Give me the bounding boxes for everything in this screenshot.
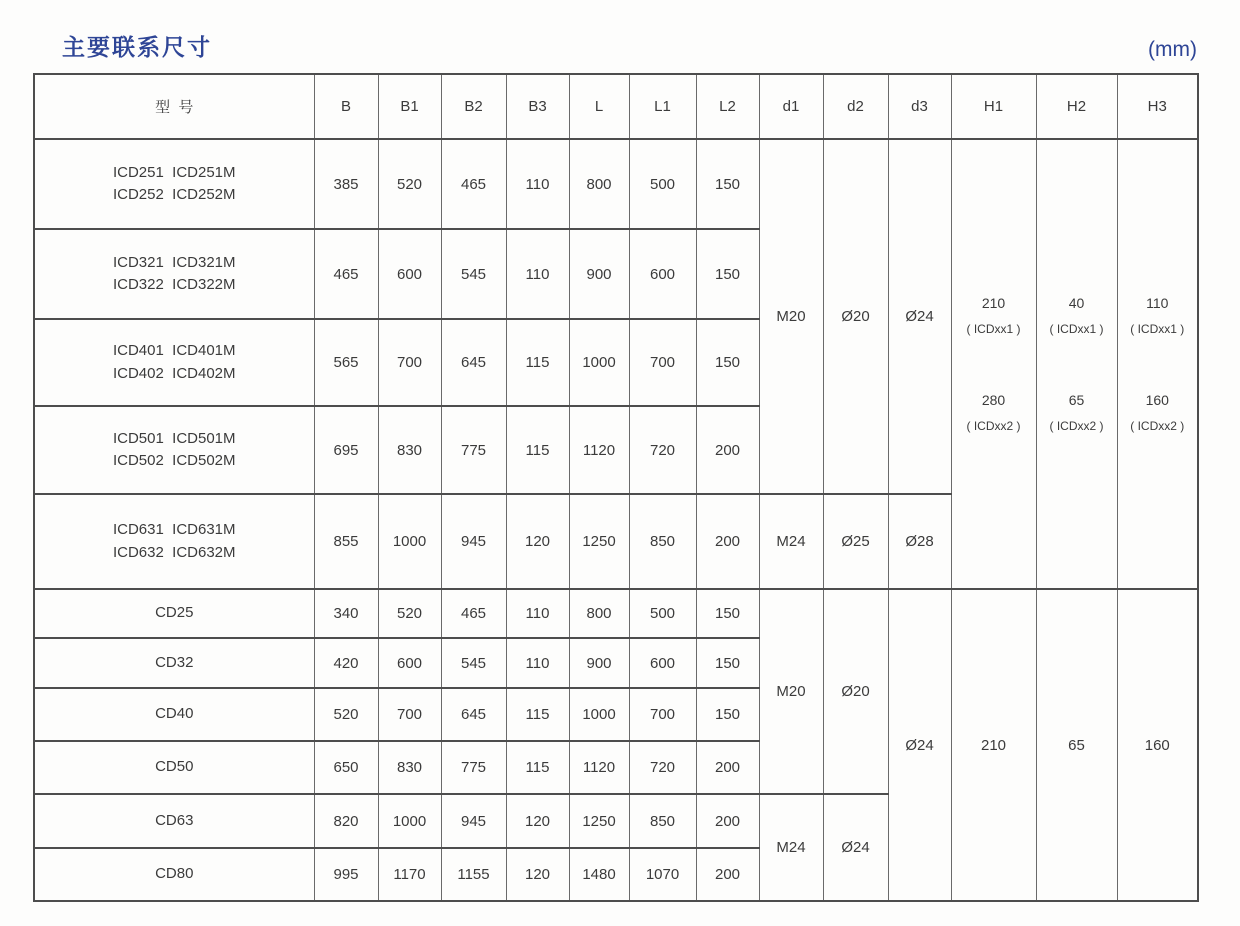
dim-cell: 1250: [569, 794, 629, 848]
dim-cell: 1070: [629, 848, 696, 901]
model-cell: ICD501 ICD501M ICD502 ICD502M: [34, 406, 314, 494]
dim-cell: 200: [696, 794, 759, 848]
header-h2: H2: [1036, 74, 1117, 139]
header-h3: H3: [1117, 74, 1198, 139]
d3-cell-icd-group1: Ø24: [888, 139, 951, 494]
dim-cell: 115: [506, 319, 569, 406]
h2-value-1: 40: [1068, 295, 1085, 311]
header-b: B: [314, 74, 378, 139]
dim-cell: 600: [629, 229, 696, 319]
dim-cell: 200: [696, 406, 759, 494]
header-d3: d3: [888, 74, 951, 139]
dim-cell: 565: [314, 319, 378, 406]
h2-cell-icd: [1036, 139, 1117, 589]
dim-cell: 545: [441, 229, 506, 319]
d1-cell-icd-group2: M24: [759, 494, 823, 589]
dim-cell: 110: [506, 638, 569, 688]
d2-cell-icd-group2: Ø25: [823, 494, 888, 589]
header-b3: B3: [506, 74, 569, 139]
header-b1: B1: [378, 74, 441, 139]
model-cell: CD63: [34, 794, 314, 848]
h3-value-1: 110: [1146, 295, 1169, 311]
dim-cell: 115: [506, 741, 569, 794]
dim-cell: 700: [378, 688, 441, 741]
h1-value-1: 210: [981, 295, 1006, 311]
model-cell: ICD251 ICD251M ICD252 ICD252M: [34, 139, 314, 229]
h1-value-2: 280: [981, 392, 1006, 408]
h3-note-2: ( ICDxx2 ): [1130, 419, 1185, 433]
dim-cell: 150: [696, 229, 759, 319]
h3-cell-cd: 160: [1117, 589, 1198, 901]
model-cell: CD40: [34, 688, 314, 741]
dim-cell: 1155: [441, 848, 506, 901]
h3-group2: [1130, 393, 1184, 432]
dim-cell: 115: [506, 406, 569, 494]
header-l: L: [569, 74, 629, 139]
dim-cell: 800: [569, 589, 629, 638]
dim-cell: 110: [506, 139, 569, 229]
d2-cell-icd-group1: Ø20: [823, 139, 888, 494]
header-d2: d2: [823, 74, 888, 139]
dim-cell: 645: [441, 319, 506, 406]
dim-cell: 600: [629, 638, 696, 688]
header-b2: B2: [441, 74, 506, 139]
dim-cell: 600: [378, 638, 441, 688]
dim-cell: 775: [441, 406, 506, 494]
d3-cell-icd-group2: Ø28: [888, 494, 951, 589]
dim-cell: 115: [506, 688, 569, 741]
table-header-row: [34, 74, 1198, 139]
dim-cell: 850: [629, 494, 696, 589]
dim-cell: 200: [696, 741, 759, 794]
h1-cell-cd: 210: [951, 589, 1036, 901]
dim-cell: 855: [314, 494, 378, 589]
dim-cell: 465: [441, 139, 506, 229]
dim-cell: 110: [506, 589, 569, 638]
model-cell: ICD631 ICD631M ICD632 ICD632M: [34, 494, 314, 589]
page-title: 主要联系尺寸: [62, 34, 212, 60]
dim-cell: 150: [696, 319, 759, 406]
model-cell: CD32: [34, 638, 314, 688]
h1-cell-icd: [951, 139, 1036, 589]
dim-cell: 645: [441, 688, 506, 741]
dimensions-table: [33, 73, 1199, 902]
dim-cell: 1000: [569, 319, 629, 406]
h3-cell-icd: [1117, 139, 1198, 589]
dim-cell: 200: [696, 494, 759, 589]
h3-group1: [1130, 296, 1184, 335]
h1-values: [952, 296, 1036, 432]
dim-cell: 945: [441, 794, 506, 848]
dim-cell: 1120: [569, 741, 629, 794]
unit-label: (mm): [1148, 38, 1197, 61]
dim-cell: 820: [314, 794, 378, 848]
dim-cell: 465: [441, 589, 506, 638]
h1-note-1: ( ICDxx1 ): [966, 322, 1021, 336]
h3-note-1: ( ICDxx1 ): [1130, 322, 1185, 336]
h1-group2: [967, 393, 1021, 432]
d1-cell-cd-group1: M20: [759, 589, 823, 794]
h3-values: [1118, 296, 1198, 432]
h2-cell-cd: 65: [1036, 589, 1117, 901]
dim-cell: 695: [314, 406, 378, 494]
h2-note-1: ( ICDxx1 ): [1049, 322, 1104, 336]
model-cell: ICD401 ICD401M ICD402 ICD402M: [34, 319, 314, 406]
header-d1: d1: [759, 74, 823, 139]
dim-cell: 700: [629, 319, 696, 406]
h2-group2: [1050, 393, 1104, 432]
title-bar: [33, 22, 1197, 62]
h1-group1: [967, 296, 1021, 335]
dim-cell: 945: [441, 494, 506, 589]
dim-cell: 150: [696, 589, 759, 638]
dim-cell: 385: [314, 139, 378, 229]
dim-cell: 720: [629, 741, 696, 794]
table-row-cd25: [34, 589, 1198, 638]
dim-cell: 340: [314, 589, 378, 638]
h2-value-2: 65: [1068, 392, 1085, 408]
d1-cell-cd-group2: M24: [759, 794, 823, 901]
dim-cell: 995: [314, 848, 378, 901]
dim-cell: 150: [696, 139, 759, 229]
d2-cell-cd-group2: Ø24: [823, 794, 888, 901]
dim-cell: 1250: [569, 494, 629, 589]
model-cell: CD80: [34, 848, 314, 901]
d1-cell-icd-group1: M20: [759, 139, 823, 494]
dim-cell: 800: [569, 139, 629, 229]
dim-cell: 1000: [378, 794, 441, 848]
dim-cell: 110: [506, 229, 569, 319]
dim-cell: 545: [441, 638, 506, 688]
dim-cell: 1120: [569, 406, 629, 494]
dim-cell: 1000: [569, 688, 629, 741]
dim-cell: 1000: [378, 494, 441, 589]
dim-cell: 200: [696, 848, 759, 901]
dim-cell: 120: [506, 848, 569, 901]
dim-cell: 650: [314, 741, 378, 794]
model-cell: CD25: [34, 589, 314, 638]
dim-cell: 700: [629, 688, 696, 741]
dim-cell: 150: [696, 688, 759, 741]
d2-cell-cd-group1: Ø20: [823, 589, 888, 794]
dim-cell: 830: [378, 406, 441, 494]
dim-cell: 520: [378, 139, 441, 229]
dim-cell: 600: [378, 229, 441, 319]
header-model: 型 号: [34, 74, 314, 139]
header-l2: L2: [696, 74, 759, 139]
dim-cell: 850: [629, 794, 696, 848]
dim-cell: 700: [378, 319, 441, 406]
dim-cell: 900: [569, 638, 629, 688]
dim-cell: 500: [629, 589, 696, 638]
dim-cell: 775: [441, 741, 506, 794]
dim-cell: 150: [696, 638, 759, 688]
table-row-icd25x: [34, 139, 1198, 229]
d3-cell-cd: Ø24: [888, 589, 951, 901]
dim-cell: 500: [629, 139, 696, 229]
dim-cell: 720: [629, 406, 696, 494]
dim-cell: 900: [569, 229, 629, 319]
dim-cell: 420: [314, 638, 378, 688]
dim-cell: 520: [314, 688, 378, 741]
dim-cell: 120: [506, 494, 569, 589]
h1-note-2: ( ICDxx2 ): [966, 419, 1021, 433]
h2-group1: [1050, 296, 1104, 335]
dim-cell: 1170: [378, 848, 441, 901]
model-cell: ICD321 ICD321M ICD322 ICD322M: [34, 229, 314, 319]
dim-cell: 120: [506, 794, 569, 848]
dim-cell: 830: [378, 741, 441, 794]
dim-cell: 520: [378, 589, 441, 638]
dim-cell: 465: [314, 229, 378, 319]
dim-cell: 1480: [569, 848, 629, 901]
h2-values: [1037, 296, 1117, 432]
h2-note-2: ( ICDxx2 ): [1049, 419, 1104, 433]
h3-value-2: 160: [1145, 392, 1169, 408]
model-cell: CD50: [34, 741, 314, 794]
header-h1: H1: [951, 74, 1036, 139]
header-l1: L1: [629, 74, 696, 139]
